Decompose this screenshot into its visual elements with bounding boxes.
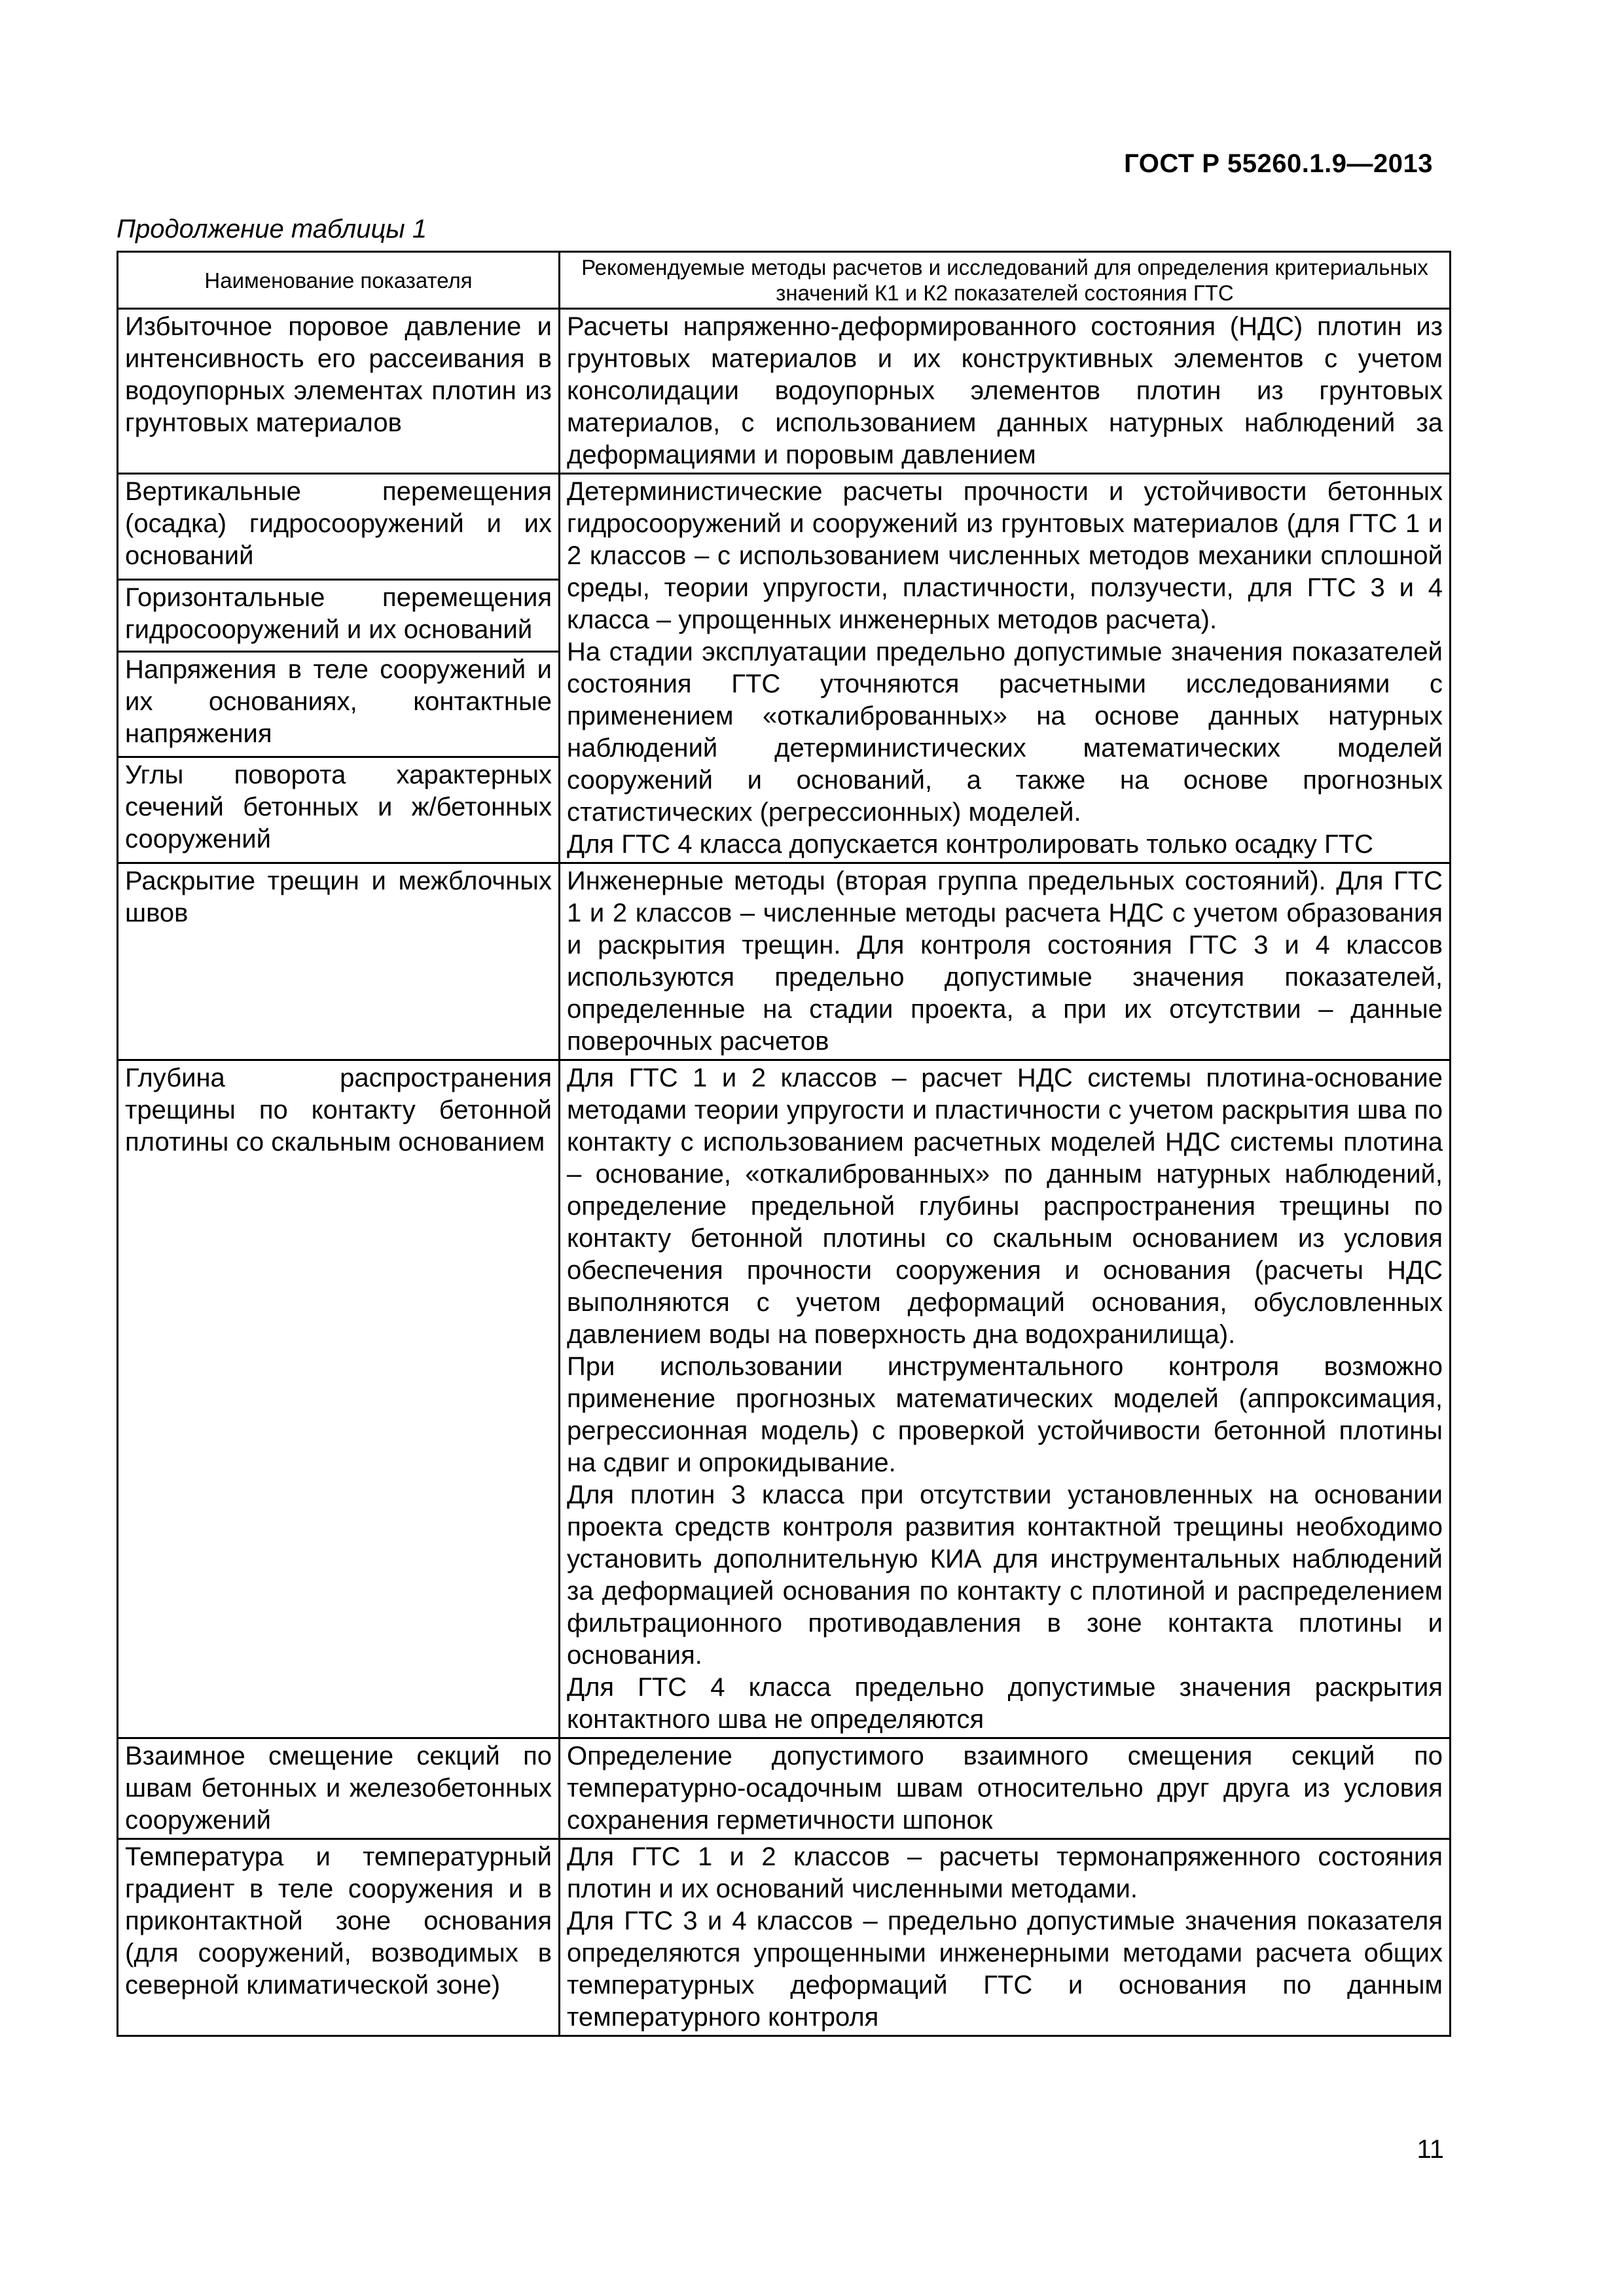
methods-paragraph: Для ГТС 1 и 2 классов – расчет НДС системы плотина-основание методами теории упругости и пластичности с учетом раскрытия шва по контакту с использованием расчетных моделей НДС системы плотина – основание, «откалиброванных» по данным натурных наблюдений, определение предельной глубины распространения трещины по контакту бетонной плотины со скальным основанием из условия обеспечения прочности сооружения и основания (расчеты НДС выполняются с учетом деформаций основания, обусловленных давлением воды на поверхность дна водохранилища). [567, 1064, 1443, 1349]
indicator-name: Раскрытие трещин и межблочных швов [118, 863, 560, 1060]
methods-cell [560, 863, 1451, 1060]
methods-paragraph: Для ГТС 3 и 4 классов – предельно допустимые значения показателя определяются упрощенными инженерными методами расчета общих температурных деформаций ГТС и основания по данным температурного контроля [567, 1907, 1443, 2032]
methods-cell [560, 1060, 1451, 1738]
table-row [118, 309, 1451, 474]
table-caption: Продолжение таблицы 1 [117, 215, 427, 243]
methods-paragraph: На стадии эксплуатации предельно допустимые значения показателей состояния ГТС уточняются расчетными исследованиями с применением «откалиброванных» на основе данных натурных наблюдений детерминистических математических моделей сооружений и оснований, а также на основе прогнозных статистических (регрессионных) моделей. [567, 637, 1443, 827]
table-row [118, 1839, 1451, 2036]
indicator-name: Избыточное поровое давление и интенсивность его рассеивания в водоупорных элементах плотин из грунтовых материалов [118, 309, 560, 474]
indicator-name: Температура и температурный градиент в теле сооружения и в приконтактной зоне основания (для сооружений, возводимых в северной климатической зоне) [118, 1839, 560, 2036]
methods-cell [560, 1738, 1451, 1839]
column-header-indicator: Наименование показателя [118, 252, 560, 309]
methods-paragraph: Для ГТС 1 и 2 классов – расчеты термонапряженного состояния плотин и их оснований численными методами. [567, 1842, 1443, 1903]
methods-paragraph: Для ГТС 4 класса допускается контролировать только осадку ГТС [567, 830, 1373, 859]
document-code: ГОСТ Р 55260.1.9—2013 [1124, 149, 1433, 178]
methods-cell [560, 1839, 1451, 2036]
methods-cell [560, 309, 1451, 474]
indicator-name: Взаимное смещение секций по швам бетонных и железобетонных сооружений [118, 1738, 560, 1839]
methods-paragraph: Для плотин 3 класса при отсутствии установленных на основании проекта средств контроля развития контактной трещины необходимо установить дополнительную КИА для инструментальных наблюдений за деформацией основания по контакту с плотиной и распределением фильтрационного противодавления в зоне контакта плотины и основания. [567, 1480, 1443, 1670]
indicator-name: Углы поворота характерных сечений бетонных и ж/бетонных сооружений [118, 757, 560, 863]
methods-paragraph: Детерминистические расчеты прочности и устойчивости бетонных гидросооружений и сооружений из грунтовых материалов (для ГТС 1 и 2 классов – с использованием численных методов механики сплошной среды, теории упругости, пластичности, ползучести, для ГТС 3 и 4 класса – упрощенных инженерных методов расчета). [567, 477, 1443, 634]
methods-paragraph: Расчеты напряженно-деформированного состояния (НДС) плотин из грунтовых материалов и их конструктивных элементов с учетом консолидации водоупорных элементов плотин из грунтовых материалов, с использованием данных натурных наблюдений за деформациями и поровым давлением [567, 312, 1443, 469]
indicator-name: Глубина распространения трещины по контакту бетонной плотины со скальным основанием [118, 1060, 560, 1738]
methods-paragraph: При использовании инструментального контроля возможно применение прогнозных математических моделей (аппроксимация, регрессионная модель) с проверкой устойчивости бетонной плотины на сдвиг и опрокидывание. [567, 1352, 1443, 1477]
table-row [118, 1738, 1451, 1839]
page-number: 11 [1416, 2135, 1444, 2164]
methods-paragraph: Определение допустимого взаимного смещения секций по температурно-осадочным швам относительно друг друга из условия сохранения герметичности шпонок [567, 1742, 1443, 1835]
indicators-table [117, 251, 1451, 2037]
table-header-row [118, 252, 1451, 309]
column-header-methods: Рекомендуемые методы расчетов и исследований для определения критериальных значений К1 и К2 показателей состояния ГТС [560, 252, 1451, 309]
methods-paragraph: Для ГТС 4 класса предельно допустимые значения раскрытия контактного шва не определяются [567, 1673, 1443, 1734]
indicator-name: Вертикальные перемещения (осадка) гидросооружений и их оснований [118, 474, 560, 580]
table-row [118, 1060, 1451, 1738]
indicator-name: Горизонтальные перемещения гидросооружений и их оснований [118, 579, 560, 651]
methods-paragraph: Инженерные методы (вторая группа предельных состояний). Для ГТС 1 и 2 классов – численные методы расчета НДС с учетом образования и раскрытия трещин. Для контроля состояния ГТС 3 и 4 классов используются предельно допустимые значения показателей, определенные на стадии проекта, а при их отсутствии – данные поверочных расчетов [567, 867, 1443, 1056]
table-row [118, 474, 1451, 580]
methods-cell-merged [560, 474, 1451, 863]
table-row [118, 863, 1451, 1060]
indicator-name: Напряжения в теле сооружений и их основаниях, контактные напряжения [118, 651, 560, 757]
